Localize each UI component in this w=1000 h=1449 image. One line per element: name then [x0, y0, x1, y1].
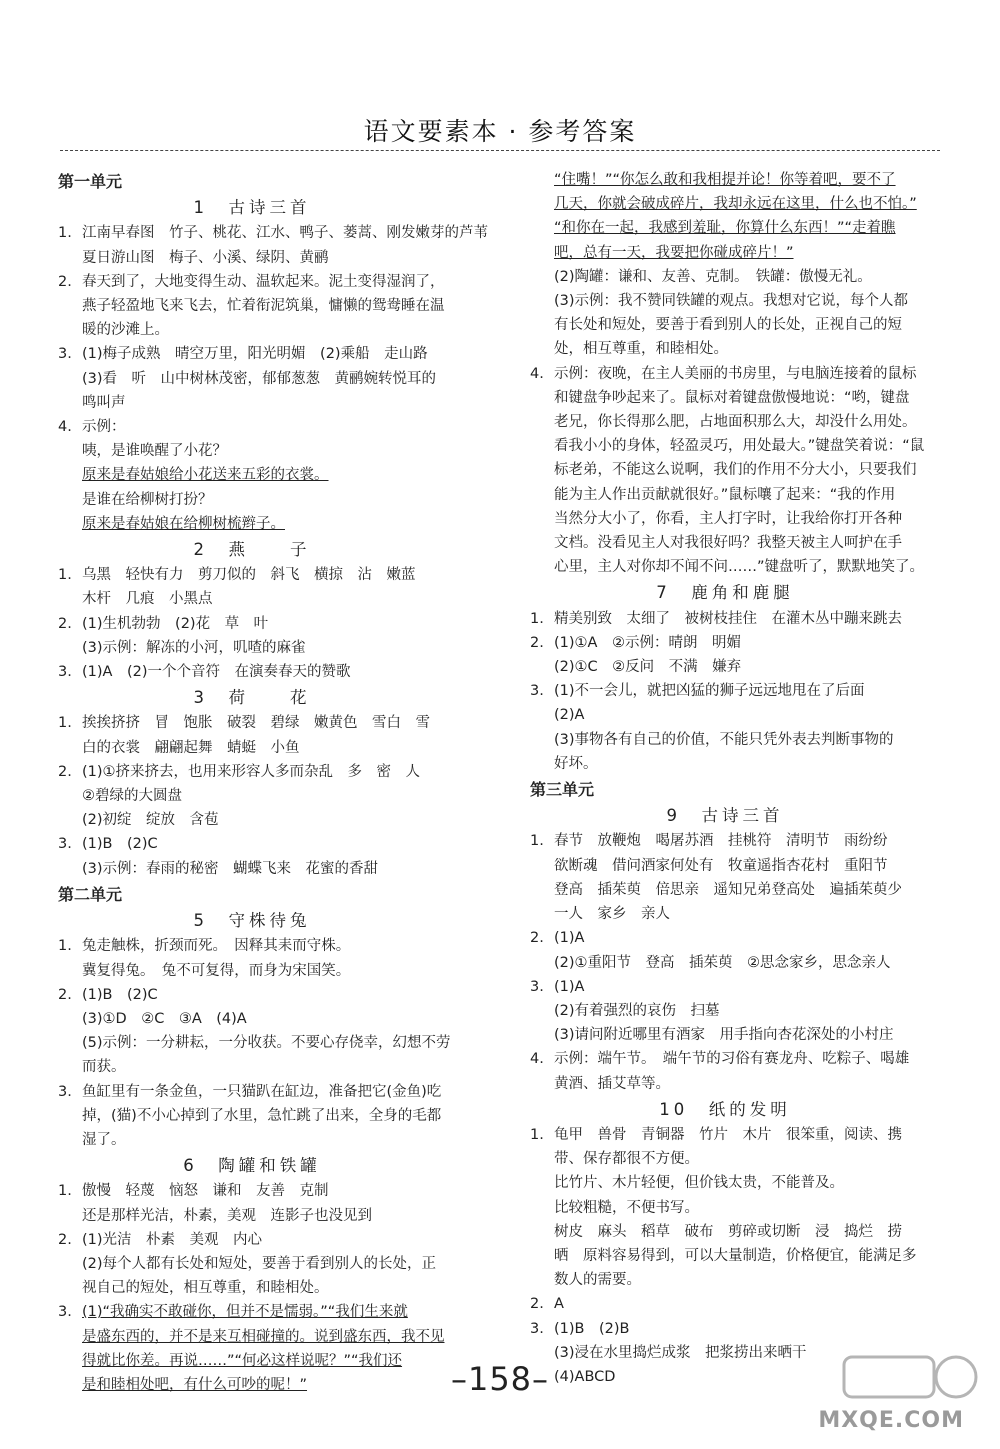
answer-text: 一人 家乡 亲人	[554, 906, 670, 923]
answer-continuation	[530, 1171, 920, 1195]
question-number: 1.	[58, 938, 72, 955]
question-number: 2.	[530, 930, 544, 947]
answer-text: (3)事物各有自己的价值，不能只凭外表去判断事物的	[554, 731, 894, 748]
answer-text: 晒 原料容易得到，可以大量制造，价格便宜，能满足多	[554, 1247, 917, 1264]
answer-line	[58, 1080, 446, 1104]
answer-continuation	[58, 1128, 446, 1152]
answer-continuation	[530, 337, 920, 361]
answer-continuation	[58, 736, 446, 760]
question-number: 2.	[530, 634, 544, 651]
answer-continuation	[58, 1204, 446, 1228]
answer-continuation	[530, 434, 925, 458]
answer-text: 登高 插茱萸 倍思亲 遥知兄弟登高处 遍插茱萸少	[554, 881, 902, 898]
answer-text: (2)每个人都有长处和短处，要善于看到别人的长处，正	[82, 1255, 437, 1272]
answer-line	[58, 832, 446, 856]
answer-continuation	[58, 784, 446, 808]
answer-text: 视自己的短处，相互尊重，和睦相处。	[82, 1280, 329, 1297]
answer-line	[58, 342, 446, 366]
page-header	[0, 112, 1000, 148]
answer-text: (5)示例：一分耕耘，一分收获。不要心存侥幸，幻想不劳	[82, 1035, 451, 1052]
answer-text: 挨挨挤挤 冒 饱胀 破裂 碧绿 嫩黄色 雪白 雪	[82, 715, 430, 732]
answer-continuation	[530, 265, 920, 289]
answer-text: 冀复得兔。 兔不可复得，而身为宋国笑。	[82, 962, 351, 979]
answer-text: 吧，总有一天，我要把你碰成碎片！”	[554, 244, 794, 261]
answer-continuation	[58, 808, 446, 832]
answer-continuation	[530, 216, 920, 240]
answer-continuation	[58, 463, 446, 487]
answer-continuation	[58, 367, 446, 391]
answer-continuation	[530, 703, 920, 727]
question-number: 2.	[58, 273, 72, 290]
question-number: 1.	[58, 567, 72, 584]
answer-text: (1)A	[554, 930, 585, 947]
answer-text: 是谁在给柳树打扮？	[82, 491, 213, 508]
answer-line	[530, 679, 920, 703]
answer-text: (4)ABCD	[554, 1368, 616, 1385]
answer-line	[58, 934, 446, 958]
right-column	[530, 168, 925, 1389]
question-number: 2.	[58, 615, 72, 632]
answer-text: 原来是春姑娘在给柳树梳辫子。	[82, 515, 285, 532]
answer-text: “和你在一起，我感到羞耻，你算什么东西！”“走着瞧	[554, 220, 896, 237]
answer-continuation	[530, 728, 920, 752]
answer-text: 比竹片、木片轻便，但价钱太贵，不能普及。	[554, 1175, 844, 1192]
question-number: 2.	[530, 1296, 544, 1313]
answer-line	[58, 1228, 446, 1252]
question-number: 3.	[58, 836, 72, 853]
question-number: 1.	[530, 610, 544, 627]
answer-line	[530, 1123, 920, 1147]
answer-continuation	[58, 857, 446, 881]
answer-text: (1)A (2)一个个音符 在演奏春天的赞歌	[82, 664, 351, 681]
answer-text: 暖的沙滩上。	[82, 322, 169, 339]
answer-text: (1)①A ②示例：晴朗 明媚	[554, 634, 741, 651]
question-number: 4.	[530, 1051, 544, 1068]
answer-line	[58, 1300, 446, 1324]
answer-text: 标老弟，不能这么说啊，我们的作用不分大小，只要我们	[554, 462, 917, 479]
answer-text: 树皮 麻头 稻草 破布 剪碎或切断 浸 捣烂 捞	[554, 1223, 902, 1240]
answer-continuation	[530, 483, 920, 507]
left-column	[58, 168, 488, 1397]
answer-text: 文档。没看见主人对我很好吗？我整天被主人呵护在手	[554, 535, 902, 552]
answer-continuation	[58, 1055, 446, 1079]
answer-text: 心里，主人对你却不闻不问……”键盘听了，默默地笑了。	[554, 559, 925, 576]
answer-continuation	[530, 1220, 920, 1244]
answer-text: 好坏。	[554, 755, 598, 772]
answer-continuation	[530, 241, 920, 265]
answer-text: (1)B (2)C	[82, 986, 158, 1003]
answer-text: 乌黑 轻快有力 剪刀似的 斜飞 横掠 沾 嫩蓝	[82, 567, 416, 584]
answer-line	[58, 415, 446, 439]
lesson-title: 3 荷 花	[193, 688, 311, 708]
answer-continuation	[58, 512, 446, 536]
answer-continuation	[58, 1252, 446, 1276]
question-number: 2.	[58, 986, 72, 1003]
lesson-title: 6 陶罐和铁罐	[183, 1156, 321, 1176]
answer-continuation	[530, 752, 920, 776]
watermark-text: MXQE.COM	[818, 1408, 964, 1433]
answer-text: 春节 放鞭炮 喝屠苏酒 挂桃符 清明节 雨纷纷	[554, 833, 888, 850]
answer-text: 数人的需要。	[554, 1272, 641, 1289]
answer-continuation	[530, 289, 920, 313]
answer-continuation	[58, 391, 446, 415]
answer-text: 春天到了，大地变得生动、温软起来。泥土变得湿润了，	[82, 273, 445, 290]
answer-text: (3)示例：我不赞同铁罐的观点。我想对它说，每个人都	[554, 293, 909, 310]
answer-line	[58, 760, 446, 784]
question-number: 1.	[58, 225, 72, 242]
question-number: 1.	[530, 1126, 544, 1143]
answer-continuation	[58, 1276, 446, 1300]
answer-text: 精美别致 太细了 被树枝挂住 在灌木丛中蹦来跳去	[554, 610, 902, 627]
answer-continuation	[530, 555, 925, 579]
answer-text: 咦，是谁唤醒了小花？	[82, 443, 227, 460]
answer-continuation	[530, 655, 920, 679]
answer-continuation	[530, 951, 920, 975]
answer-text: (1)生机勃勃 (2)花 草 叶	[82, 615, 269, 632]
answer-line	[530, 1292, 920, 1316]
answer-continuation	[530, 313, 920, 337]
answer-text: (3)示例：春雨的秘密 蝴蝶飞来 花蜜的香甜	[82, 860, 379, 877]
lesson-title: 5 守株待兔	[193, 911, 311, 931]
question-number: 3.	[58, 664, 72, 681]
answer-continuation	[530, 410, 920, 434]
answer-line	[58, 612, 446, 636]
answer-continuation	[530, 168, 920, 192]
question-number: 2.	[58, 1231, 72, 1248]
answer-continuation	[58, 318, 446, 342]
answer-text: (1)梅子成熟 晴空万里，阳光明媚 (2)乘船 走山路	[82, 346, 428, 363]
unit-heading: 第一单元	[58, 172, 123, 191]
answer-text: 是盛东西的，并不是来互相碰撞的。说到盛东西，我不见	[82, 1328, 445, 1345]
answer-text: 鱼缸里有一条金鱼，一只猫趴在缸边，准备把它(金鱼)吃	[82, 1083, 442, 1100]
answer-continuation	[530, 458, 920, 482]
header-dashed-rule	[60, 150, 940, 151]
answer-text: 示例：端午节。 端午节的习俗有赛龙舟、吃粽子、喝雄	[554, 1051, 910, 1068]
answer-text: A	[554, 1296, 564, 1313]
answer-line	[58, 270, 446, 294]
answer-continuation	[58, 587, 446, 611]
answer-line	[58, 983, 446, 1007]
question-number: 4.	[58, 419, 72, 436]
answer-text: 兔走触株，折颈而死。 因释其耒而守株。	[82, 938, 351, 955]
lesson-title: 10 纸的发明	[659, 1099, 791, 1119]
answer-continuation	[530, 999, 920, 1023]
answer-text: ②碧绿的大圆盘	[82, 788, 182, 805]
lesson-title: 7 鹿角和鹿腿	[656, 583, 794, 603]
answer-continuation	[58, 1031, 451, 1055]
answer-text: (3)浸在水里捣烂成浆 把浆捞出来晒干	[554, 1344, 807, 1361]
answer-line	[530, 607, 920, 631]
answer-text: (1)A	[554, 978, 585, 995]
answer-continuation	[530, 1147, 920, 1171]
answer-line	[530, 926, 920, 950]
answer-continuation	[58, 1104, 446, 1128]
question-number: 1.	[530, 833, 544, 850]
answer-continuation	[530, 854, 920, 878]
answer-continuation	[530, 1196, 920, 1220]
answer-line	[530, 975, 920, 999]
answer-text: (2)①C ②反问 不满 嫌弃	[554, 659, 742, 676]
answer-continuation	[58, 1007, 446, 1031]
answer-text: 有长处和短处，要善于看到别人的长处，正视自己的短	[554, 317, 902, 334]
answer-text: 当然分大小了，你看，主人打字时，让我给你打开各种	[554, 510, 902, 527]
answer-continuation	[58, 488, 446, 512]
answer-continuation	[530, 902, 920, 926]
answer-continuation	[530, 386, 920, 410]
question-number: 3.	[58, 1304, 72, 1321]
answer-text: 黄酒、插艾草等。	[554, 1075, 670, 1092]
answer-text: (1)“我确实不敢碰你，但并不是懦弱。”“我们生来就	[82, 1304, 408, 1321]
lesson-title: 1 古诗三首	[193, 198, 311, 218]
answer-continuation	[530, 1023, 920, 1047]
unit-heading: 第三单元	[530, 780, 595, 800]
answer-continuation	[58, 439, 446, 463]
answer-line	[530, 631, 920, 655]
answer-text: 老兄，你长得那么肥，占地面积那么大，却没什么用处。	[554, 414, 917, 431]
answer-text: (1)光洁 朴素 美观 内心	[82, 1231, 263, 1248]
lesson-title: 9 古诗三首	[666, 806, 784, 826]
answer-text: (2)①重阳节 登高 插茱萸 ②思念家乡，思念亲人	[554, 954, 891, 971]
page-number: –158–	[450, 1360, 550, 1398]
answer-text: (2)有着强烈的哀伤 扫墓	[554, 1002, 720, 1019]
answer-text: 带、保存都很不方便。	[554, 1151, 699, 1168]
answer-text: 比较粗糙，不便书写。	[554, 1199, 699, 1216]
answer-text: (3)①D ②C ③A (4)A	[82, 1010, 247, 1027]
answer-continuation	[530, 507, 920, 531]
answer-continuation	[58, 1325, 446, 1349]
answer-line	[58, 1179, 446, 1203]
answer-text: (1)B (2)B	[554, 1320, 630, 1337]
question-number: 3.	[530, 978, 544, 995]
answer-text: 看我小小的身体，轻盈灵巧，用处最大。”键盘笑着说：“鼠	[554, 438, 925, 455]
unit-heading: 第二单元	[58, 884, 123, 904]
answer-continuation	[530, 531, 920, 555]
answer-text: (3)请问附近哪里有酒家 用手指向杏花深处的小村庄	[554, 1027, 894, 1044]
watermark-logo	[784, 1339, 984, 1439]
answer-text: 龟甲 兽骨 青铜器 竹片 木片 很笨重，阅读、携	[554, 1126, 902, 1143]
answer-text: 夏日游山图 梅子、小溪、绿阴、黄鹂	[82, 249, 329, 266]
answer-continuation	[530, 878, 920, 902]
answer-text: 燕子轻盈地飞来飞去，忙着衔泥筑巢，慵懒的鸳鸯睡在温	[82, 298, 445, 315]
answer-text: (1)①挤来挤去，也用来形容人多而杂乱 多 密 人	[82, 763, 421, 780]
answer-text: (1)不一会儿，就把凶猛的狮子远远地甩在了后面	[554, 683, 865, 700]
answer-text: 掉，(猫)不小心掉到了水里，急忙跳了出来，全身的毛都	[82, 1107, 442, 1124]
answer-line	[530, 829, 920, 853]
answer-continuation	[530, 1244, 920, 1268]
answer-text: 鸣叫声	[82, 394, 126, 411]
answer-text: 白的衣裳 翩翩起舞 蜻蜓 小鱼	[82, 739, 300, 756]
answer-line	[58, 660, 446, 684]
answer-continuation	[58, 636, 446, 660]
page-title: 语文要素本 · 参考答案	[363, 117, 637, 146]
answer-line	[58, 563, 446, 587]
question-number: 3.	[58, 346, 72, 363]
answer-line	[530, 1047, 920, 1071]
answer-continuation	[530, 1072, 920, 1096]
lesson-title: 2 燕 子	[193, 540, 311, 560]
question-number: 3.	[530, 1320, 544, 1337]
question-number: 4.	[530, 365, 544, 382]
question-number: 2.	[58, 763, 72, 780]
question-number: 3.	[58, 1083, 72, 1100]
answer-line	[58, 221, 488, 245]
answer-continuation	[530, 192, 920, 216]
answer-text: “住嘴！”“你怎么敢和我相提并论！你等着吧，要不了	[554, 172, 896, 188]
answer-text: 欲断魂 借问酒家何处有 牧童遥指杏花村 重阳节	[554, 857, 888, 874]
answer-continuation	[530, 1268, 920, 1292]
answer-text: 处，相互尊重，和睦相处。	[554, 341, 728, 358]
answer-text: 木杆 几痕 小黑点	[82, 591, 213, 608]
answer-text: 是和睦相处吧，有什么可吵的呢！”	[82, 1376, 308, 1393]
answer-text: 江南早春图 竹子、桃花、江水、鸭子、蒌蒿、刚发嫩芽的芦苇	[82, 225, 488, 242]
question-number: 1.	[58, 1183, 72, 1200]
answer-line	[530, 1317, 920, 1341]
question-number: 1.	[58, 715, 72, 732]
answer-text: (2)陶罐：谦和、友善、克制。 铁罐：傲慢无礼。	[554, 268, 872, 285]
answer-text: 原来是春姑娘给小花送来五彩的衣裳。	[82, 467, 329, 484]
answer-text: 能为主人作出贡献就很好。”鼠标嚷了起来：“我的作用	[554, 486, 896, 503]
answer-line	[530, 362, 920, 386]
answer-line	[58, 711, 446, 735]
answer-text: (1)B (2)C	[82, 836, 158, 853]
answer-text: (2)初绽 绽放 含苞	[82, 812, 219, 829]
answer-text: 还是那样光洁，朴素，美观 连影子也没见到	[82, 1207, 372, 1224]
answer-continuation	[58, 246, 446, 270]
answer-text: (2)A	[554, 707, 585, 724]
answer-text: 几天，你就会破成碎片，我却永远在这里，什么也不怕。”	[554, 196, 917, 213]
answer-text: 傲慢 轻蔑 恼怒 谦和 友善 克制	[82, 1183, 329, 1200]
answer-text: 示例：	[82, 419, 126, 436]
answer-text: 示例：夜晚，在主人美丽的书房里，与电脑连接着的鼠标	[554, 365, 917, 382]
question-number: 3.	[530, 683, 544, 700]
answer-text: 得就比你差。再说……”“何必这样说呢？”“我们还	[82, 1352, 403, 1369]
answer-continuation	[58, 959, 446, 983]
answer-text: (3)看 听 山中树林茂密，郁郁葱葱 黄鹂婉转悦耳的	[82, 370, 437, 387]
answer-text: 而获。	[82, 1059, 126, 1076]
answer-continuation	[58, 294, 446, 318]
answer-text: 湿了。	[82, 1131, 126, 1148]
answer-text: (3)示例：解冻的小河，叽喳的麻雀	[82, 639, 306, 656]
answer-text: 和键盘争吵起来了。鼠标对着键盘傲慢地说：“哟，键盘	[554, 389, 910, 406]
